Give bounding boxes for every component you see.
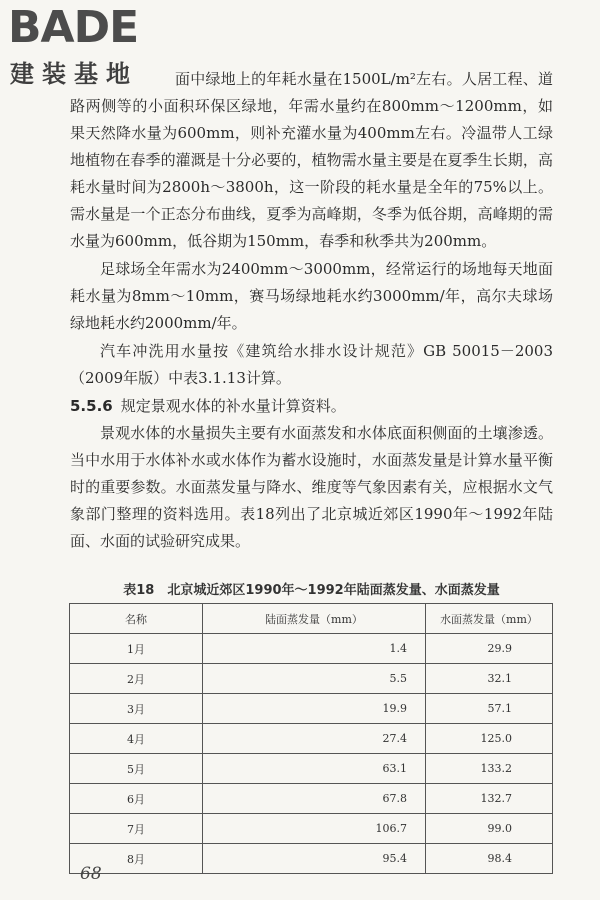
paragraph-4: 景观水体的水量损失主要有水面蒸发和水体底面积侧面的土壤渗透。当中水用于水体补水或水体作为蓄水设施时，水面蒸发量是计算水量平衡时的重要参数。水面蒸发量与降水、维度等气象因素有关，应根据水文气象部门整理的资料选用。表18列出了北京城近郊区1990年～1992年陆面、水面的试验研究成果。 [70,424,553,550]
section-heading [70,393,553,420]
evaporation-table [69,603,553,874]
table-header-row [70,604,553,634]
paragraph-3: 汽车冲洗用水量按《建筑给水排水设计规范》GB 50015－2003（2009年版）中表3.1.13计算。 [70,342,553,387]
row-label: 1月 [70,634,203,664]
water-evaporation-cell: 32.1 [426,664,553,694]
column-header: 陆面蒸发量（mm） [203,604,426,634]
water-evaporation-cell: 125.0 [426,724,553,754]
logo-subtitle: 建装基地 [10,60,138,88]
row-label: 6月 [70,784,203,814]
water-evaporation-cell: 133.2 [426,754,553,784]
table-row [70,784,553,814]
water-evaporation-cell: 99.0 [426,814,553,844]
column-header: 名称 [70,604,203,634]
land-evaporation-cell: 27.4 [203,724,426,754]
table-row [70,814,553,844]
row-label: 4月 [70,724,203,754]
section-title: 规定景观水体的补水量计算资料。 [120,397,346,415]
row-label: 7月 [70,814,203,844]
row-label: 2月 [70,664,203,694]
paragraph-1: 面中绿地上的年耗水量在1500L/m²左右。人居工程、道路两侧等的小面积环保区绿地，年需水量约在800mm～1200mm，如果天然降水量为600mm，则补充灌水量为400mm左右。冷温带人工绿地植物在春季的灌溉是十分必要的，植物需水量主要是在夏季生长期，高耗水量时间为2800h～3800h，这一阶段的耗水量是全年的75%以上。需水量是一个正态分布曲线，夏季为高峰期，冬季为低谷期，高峰期的需水量为600mm，低谷期为150mm，春季和秋季共为200mm。 [70,70,553,250]
table-row [70,694,553,724]
land-evaporation-cell: 19.9 [203,694,426,724]
water-evaporation-cell: 132.7 [426,784,553,814]
table-row [70,634,553,664]
land-evaporation-cell: 95.4 [203,844,426,874]
land-evaporation-cell: 63.1 [203,754,426,784]
paragraph-2: 足球场全年需水为2400mm～3000mm，经常运行的场地每天地面耗水量为8mm～10mm，赛马场绿地耗水约3000mm/年，高尔夫球场绿地耗水约2000mm/年。 [70,260,553,332]
page-number: 68 [80,864,102,884]
table-row [70,664,553,694]
row-label: 5月 [70,754,203,784]
body-text [70,66,553,556]
land-evaporation-cell: 1.4 [203,634,426,664]
table-title: 表18 北京城近郊区1990年～1992年陆面蒸发量、水面蒸发量 [123,583,500,598]
land-evaporation-cell: 106.7 [203,814,426,844]
land-evaporation-cell: 67.8 [203,784,426,814]
table-row [70,754,553,784]
water-evaporation-cell: 29.9 [426,634,553,664]
water-evaporation-cell: 98.4 [426,844,553,874]
section-number: 5.5.6 [70,397,113,415]
land-evaporation-cell: 5.5 [203,664,426,694]
row-label: 8月 [70,844,203,874]
row-label: 3月 [70,694,203,724]
column-header: 水面蒸发量（mm） [426,604,553,634]
logo-brand: BADE [8,2,139,53]
table-row [70,844,553,874]
water-evaporation-cell: 57.1 [426,694,553,724]
table-row [70,724,553,754]
